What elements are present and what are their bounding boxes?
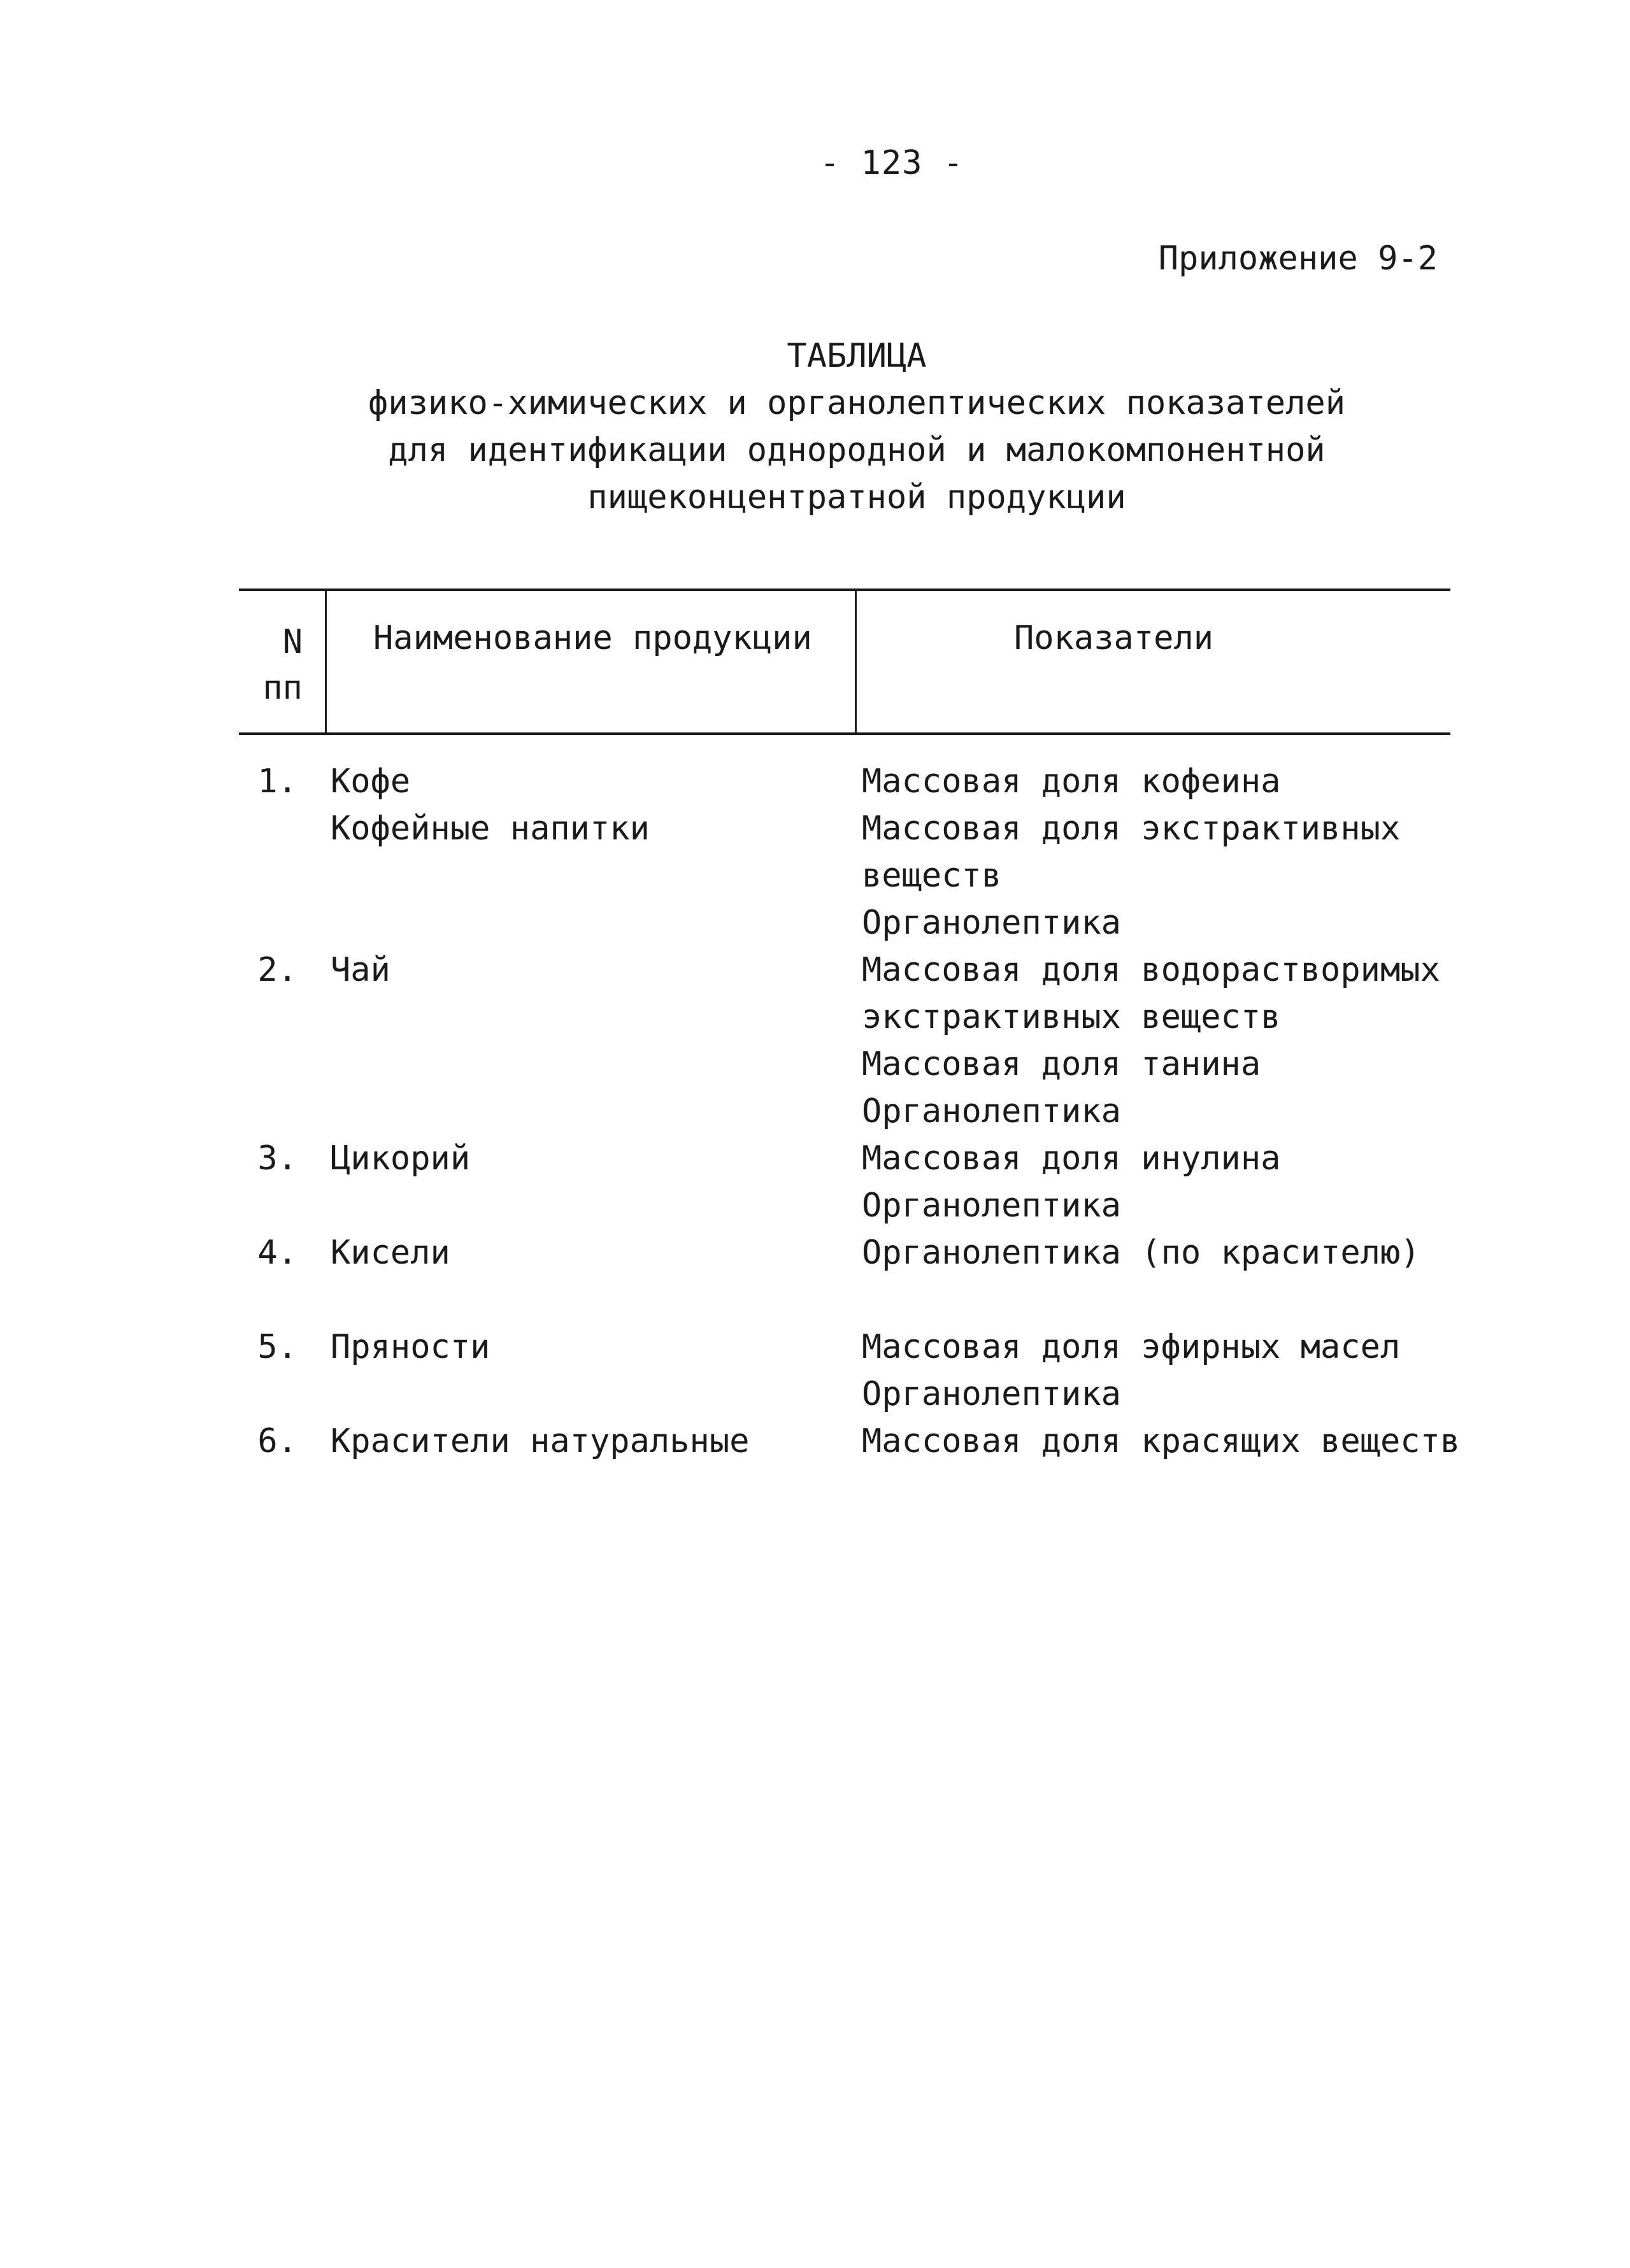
row-indicators: [862, 758, 1450, 946]
product-name: Кисели: [331, 1234, 450, 1272]
table-column-divider-2: [855, 590, 857, 734]
header-product-name: Наименование продукции: [373, 619, 812, 657]
indicator: Органолептика: [862, 1092, 1121, 1130]
indicator: Органолептика: [862, 1375, 1121, 1413]
indicator: Массовая доля кофеина: [862, 762, 1281, 801]
row-number: 1.: [257, 762, 297, 801]
row-indicators: [862, 946, 1450, 1135]
table-header-rule: [239, 732, 1450, 735]
title-line-2: физико-химических и органолептических показателей: [368, 384, 1346, 422]
product-name: Цикорий: [331, 1139, 471, 1178]
product-name: Пряности: [331, 1328, 490, 1366]
row-number: 4.: [257, 1234, 297, 1272]
row-product-names: [331, 758, 859, 852]
title-line-4: пищеконцентратной продукции: [587, 478, 1126, 517]
indicator: экстрактивных веществ: [862, 998, 1281, 1036]
indicator: Массовая доля инулина: [862, 1139, 1281, 1178]
row-product-names: [331, 1418, 859, 1465]
document-title: [0, 332, 1630, 521]
table-row: [239, 1135, 1450, 1229]
title-line-3: для идентификации однородной и малокомпонентной: [388, 431, 1326, 469]
product-name: Кофейные напитки: [331, 809, 650, 848]
row-number: 6.: [257, 1422, 297, 1460]
product-name: Кофе: [331, 762, 411, 801]
indicator: Массовая доля водорастворимых: [862, 951, 1440, 989]
appendix-label: Приложение 9-2: [1158, 239, 1438, 278]
indicator: Массовая доля танина: [862, 1045, 1261, 1083]
table-body: [239, 758, 1461, 1465]
table-top-rule: [239, 588, 1450, 591]
indicator: Массовая доля эфирных масел: [862, 1328, 1401, 1366]
table-row: [239, 1323, 1450, 1418]
header-number-line-2: пп: [262, 669, 303, 707]
header-indicators: Показатели: [1014, 619, 1214, 657]
row-number: 2.: [257, 951, 297, 989]
header-number-column: [239, 619, 303, 711]
row-indicators: [862, 1135, 1450, 1229]
indicator: Органолептика (по красителю): [862, 1234, 1420, 1272]
table-row: [239, 758, 1450, 946]
indicator: Массовая доля красящих веществ: [862, 1422, 1461, 1460]
row-product-names: [331, 1323, 859, 1371]
indicator: Органолептика: [862, 1187, 1121, 1225]
row-product-names: [331, 1229, 859, 1276]
table-column-divider-1: [325, 590, 327, 734]
row-number: 3.: [257, 1139, 297, 1178]
row-product-names: [331, 1135, 859, 1182]
header-number-line-1: N: [282, 623, 303, 661]
indicator: Массовая доля экстрактивных: [862, 809, 1401, 848]
table-row: [239, 1229, 1450, 1276]
table-row: [239, 1418, 1461, 1465]
page-number: - 123 -: [819, 144, 964, 182]
row-indicators: [862, 1418, 1460, 1465]
title-line-1: ТАБЛИЦА: [787, 337, 927, 375]
product-name: Красители натуральные: [331, 1422, 750, 1460]
product-name: Чай: [331, 951, 390, 989]
row-number: 5.: [257, 1328, 297, 1366]
row-product-names: [331, 946, 859, 994]
row-indicators: [862, 1229, 1450, 1276]
table-row: [239, 946, 1450, 1135]
indicator: веществ: [862, 857, 1002, 895]
row-indicators: [862, 1323, 1450, 1418]
indicator: Органолептика: [862, 904, 1121, 942]
